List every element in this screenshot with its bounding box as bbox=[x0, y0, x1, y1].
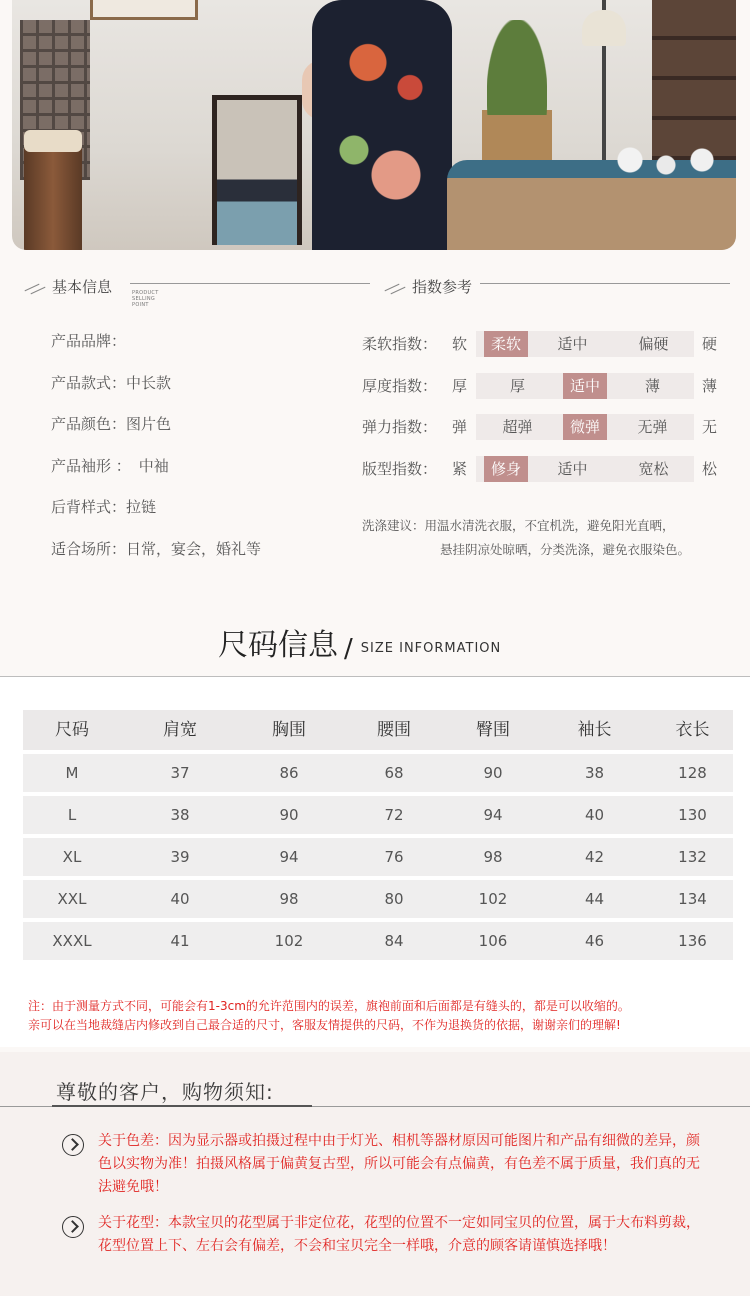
index-option: 适中 bbox=[557, 335, 588, 353]
table-row bbox=[23, 880, 733, 918]
index-ref-header bbox=[380, 276, 472, 297]
table-cell: 40 bbox=[170, 890, 190, 908]
index-high: 薄 bbox=[702, 376, 718, 395]
info-label: 产品款式： bbox=[51, 373, 127, 392]
arrow-right-icon bbox=[62, 1216, 84, 1238]
index-scale bbox=[476, 331, 694, 357]
info-label: 适合场所： bbox=[51, 539, 127, 558]
index-option: 超弹 bbox=[502, 418, 533, 436]
table-cell: 84 bbox=[384, 932, 404, 950]
table-cell: 86 bbox=[279, 764, 299, 782]
table-cell: 44 bbox=[584, 890, 605, 908]
info-value: 中长款 bbox=[126, 373, 172, 392]
product-photo bbox=[12, 0, 736, 250]
info-value: 中袖 bbox=[138, 456, 169, 475]
table-cell: 76 bbox=[384, 848, 404, 866]
table-cell: 80 bbox=[384, 890, 404, 908]
tea-cups bbox=[612, 130, 732, 180]
info-row-style bbox=[51, 372, 351, 414]
index-option: 厚 bbox=[509, 376, 525, 395]
notice-title: 尊敬的客户，购物须知: bbox=[56, 1080, 274, 1104]
index-row bbox=[362, 414, 734, 456]
index-option: 无弹 bbox=[637, 418, 668, 436]
info-label: 产品品牌： bbox=[51, 332, 127, 350]
table-header-row bbox=[23, 710, 733, 750]
index-low: 软 bbox=[452, 335, 468, 353]
basic-info-header bbox=[20, 276, 159, 308]
size-note-line-1: 注：由于测量方式不同，可能会有1-3cm的允许范围内的误差，旗袍前面和后面都是有缝头的，都是可以收缩的。 bbox=[28, 999, 630, 1013]
slash-decoration bbox=[20, 280, 48, 294]
table-cell: 39 bbox=[170, 848, 190, 866]
index-low: 弹 bbox=[452, 418, 468, 436]
info-value: 拉链 bbox=[126, 498, 157, 516]
potted-plant bbox=[482, 20, 552, 170]
table-cell: 134 bbox=[678, 890, 707, 908]
index-ref-title: 指数参考 bbox=[412, 278, 473, 296]
table-cell: L bbox=[67, 806, 77, 824]
notice-text: 关于花型：本款宝贝的花型属于非定位花，花型的位置不一定如同宝贝的位置，属于大布料剪裁，花型位置上下、左右会有偏差，不会和宝贝完全一样哦，介意的顾客请谨慎选择哦！ bbox=[98, 1215, 700, 1254]
basic-info-title: 基本信息 bbox=[52, 278, 113, 296]
table-row bbox=[23, 838, 733, 876]
table-cell: 94 bbox=[483, 806, 503, 824]
size-info-title bbox=[218, 620, 501, 664]
index-row bbox=[362, 331, 734, 373]
info-label: 后背样式： bbox=[51, 498, 127, 516]
table-cell: 130 bbox=[678, 806, 707, 824]
drum bbox=[24, 130, 82, 250]
index-label: 版型指数： bbox=[362, 459, 438, 478]
table-cell: XXXL bbox=[52, 932, 92, 950]
table-cell: 128 bbox=[678, 764, 707, 782]
table-cell: 102 bbox=[478, 890, 508, 908]
size-title-cn: 尺码信息 bbox=[218, 628, 338, 663]
table-cell: 132 bbox=[678, 848, 707, 866]
table-cell: 106 bbox=[478, 932, 508, 950]
table-header-cell: 肩宽 bbox=[163, 720, 197, 740]
table-header-cell: 胸围 bbox=[272, 720, 306, 740]
info-label: 产品颜色： bbox=[51, 415, 127, 433]
qipao-dress bbox=[312, 0, 452, 250]
wash-advice bbox=[362, 514, 734, 562]
index-ref-list bbox=[362, 331, 734, 497]
index-high: 无 bbox=[702, 418, 718, 436]
table-cell: 98 bbox=[483, 848, 503, 866]
table-cell: 102 bbox=[274, 932, 304, 950]
table-cell: M bbox=[65, 764, 79, 782]
info-row-occasion bbox=[51, 538, 351, 580]
info-row-color bbox=[51, 413, 351, 455]
table-header-cell: 尺码 bbox=[55, 720, 89, 740]
table-cell: 90 bbox=[483, 764, 503, 782]
notice-divider bbox=[0, 1106, 750, 1107]
size-note bbox=[28, 997, 728, 1035]
table-cell: 94 bbox=[279, 848, 299, 866]
table-header-cell: 衣长 bbox=[675, 720, 710, 740]
info-row-sleeve bbox=[51, 455, 351, 497]
index-option-selected: 微弹 bbox=[563, 414, 607, 440]
basic-info-subtitle: PRODUCT SELLING POINT bbox=[132, 290, 159, 308]
table-header-cell: 腰围 bbox=[377, 720, 411, 740]
notice-text: 关于色差：因为显示器或拍摄过程中由于灯光、相机等器材原因可能图片和产品有细微的差异，颜色以实物为准！拍摄风格属于偏黄复古型，所以可能会有点偏黄，有色差不属于质量，我们真的无法避免哦！ bbox=[98, 1133, 700, 1195]
table-cell: 40 bbox=[584, 806, 605, 824]
index-option: 适中 bbox=[557, 459, 588, 478]
index-scale bbox=[476, 456, 694, 482]
table-cell: 90 bbox=[279, 806, 299, 824]
table-cell: 38 bbox=[584, 764, 605, 782]
table-row bbox=[23, 754, 733, 792]
info-value: 图片色 bbox=[126, 415, 172, 433]
table-cell: 136 bbox=[678, 932, 707, 950]
header-line bbox=[130, 283, 370, 284]
index-option-selected: 适中 bbox=[563, 373, 607, 399]
index-row bbox=[362, 456, 734, 498]
table-cell: 41 bbox=[170, 932, 190, 950]
wash-line-2: 悬挂阴凉处晾晒，分类洗涤，避免衣服染色。 bbox=[440, 542, 691, 557]
table-row bbox=[23, 922, 733, 960]
index-label: 厚度指数： bbox=[362, 376, 438, 395]
index-high: 硬 bbox=[702, 335, 718, 353]
table-cell: 42 bbox=[584, 848, 605, 866]
table-cell: XXL bbox=[57, 890, 87, 908]
table-cell: 72 bbox=[384, 806, 404, 824]
table-cell: 98 bbox=[279, 890, 299, 908]
index-option: 薄 bbox=[644, 376, 660, 395]
index-low: 厚 bbox=[452, 376, 468, 395]
basic-info-list bbox=[51, 330, 351, 579]
table-row bbox=[23, 796, 733, 834]
notice-item-pattern bbox=[62, 1212, 702, 1282]
size-title-en: SIZE INFORMATION bbox=[360, 641, 502, 656]
info-row-brand bbox=[51, 330, 351, 372]
index-label: 弹力指数： bbox=[362, 418, 438, 436]
index-scale bbox=[476, 414, 694, 440]
index-scale bbox=[476, 373, 694, 399]
wall-frame bbox=[90, 0, 198, 20]
header-line bbox=[480, 283, 730, 284]
size-table bbox=[23, 710, 733, 964]
table-cell: 37 bbox=[170, 764, 190, 782]
table-cell: XL bbox=[62, 848, 82, 866]
info-row-back bbox=[51, 496, 351, 538]
wash-line-1: 洗涤建议：用温水清洗衣服，不宜机洗，避免阳光直晒， bbox=[362, 518, 675, 533]
info-value: 日常，宴会，婚礼等 bbox=[126, 539, 262, 558]
table-cell: 38 bbox=[170, 806, 190, 824]
index-option: 偏硬 bbox=[638, 335, 669, 353]
slash-decoration bbox=[380, 280, 408, 294]
index-high: 松 bbox=[702, 459, 718, 478]
index-option-selected: 柔软 bbox=[484, 331, 528, 357]
index-label: 柔软指数： bbox=[362, 335, 438, 353]
table-cell: 46 bbox=[584, 932, 605, 950]
index-option: 宽松 bbox=[638, 459, 669, 478]
info-label: 产品袖形 ： bbox=[51, 456, 131, 475]
index-option-selected: 修身 bbox=[484, 456, 528, 482]
arrow-right-icon bbox=[62, 1134, 84, 1156]
index-row bbox=[362, 373, 734, 415]
table-header-cell: 臀围 bbox=[476, 720, 510, 740]
size-title-slash: / bbox=[344, 634, 353, 664]
table-header-cell: 袖长 bbox=[577, 720, 612, 740]
index-low: 紧 bbox=[452, 459, 468, 478]
notice-item-color bbox=[62, 1130, 702, 1200]
chair bbox=[212, 95, 302, 245]
size-note-line-2: 亲可以在当地裁缝店内修改到自己最合适的尺寸，客服友情提供的尺码，不作为退换货的依据，谢谢亲们的理解! bbox=[28, 1018, 621, 1032]
table-cell: 68 bbox=[384, 764, 404, 782]
